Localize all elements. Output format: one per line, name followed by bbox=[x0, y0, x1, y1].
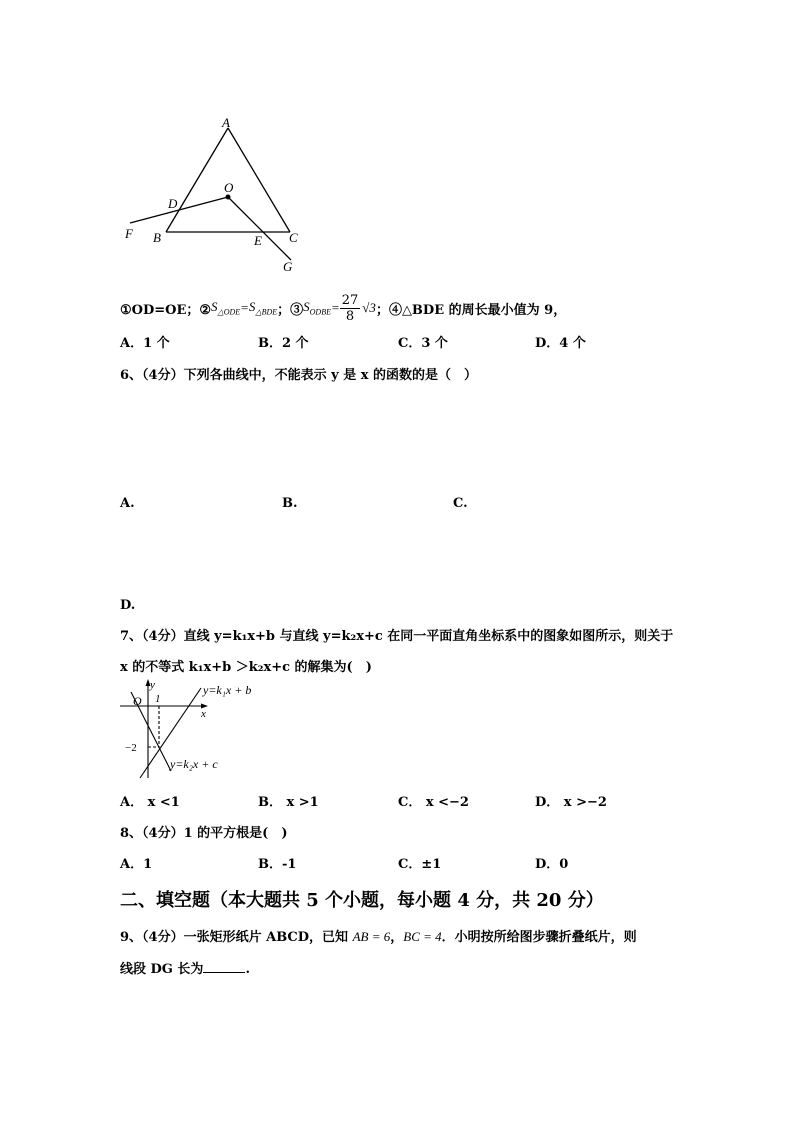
q8-option-d[interactable]: D．0 bbox=[535, 857, 569, 872]
q5-option-d[interactable]: D．4 个 bbox=[535, 336, 586, 351]
label-d: D bbox=[168, 196, 178, 211]
q6-option-a[interactable]: A. bbox=[120, 496, 135, 511]
q7-option-d[interactable]: D． x >−2 bbox=[535, 795, 607, 810]
statement-1: ①OD=OE；② bbox=[120, 302, 212, 318]
q9-prefix: 9、（4分）一张矩形纸片 ABCD，已知 bbox=[120, 930, 353, 945]
q8-stem: 8、（4分）1 的平方根是( ) bbox=[120, 826, 288, 841]
label-e: E bbox=[254, 233, 262, 248]
q7-option-a[interactable]: A． x <1 bbox=[120, 795, 180, 810]
q9-line2 bbox=[120, 958, 250, 977]
q9-sep: ， bbox=[390, 930, 404, 945]
line2-label: y=k₂x + c bbox=[170, 757, 218, 771]
label-o: O bbox=[224, 180, 234, 195]
q7-stem-line2: x 的不等式 k₁x+b ＞k₂x+c 的解集为( ) bbox=[120, 660, 372, 675]
q8-option-c[interactable]: C．±1 bbox=[398, 857, 442, 872]
graph-tick-1: 1 bbox=[155, 693, 161, 705]
statement-3-prefix: ；③ bbox=[277, 302, 304, 318]
line1-label: y=k₁x + b bbox=[203, 683, 252, 697]
graph-y-label: y bbox=[150, 679, 155, 691]
label-b: B bbox=[153, 230, 161, 245]
q7-line-graph bbox=[118, 676, 278, 780]
q9-ab: AB = 6 bbox=[352, 929, 391, 944]
q5-option-a[interactable]: A．1 个 bbox=[120, 336, 170, 351]
q8-option-a[interactable]: A．1 bbox=[120, 857, 153, 872]
q8-option-b[interactable]: B．-1 bbox=[258, 857, 297, 872]
q6-option-c[interactable]: C. bbox=[453, 496, 468, 511]
fraction-27-8: $\frac{27}{8}$ bbox=[341, 292, 359, 324]
s-area-3: $S_{ODBE}$ bbox=[303, 299, 331, 317]
q6-option-d[interactable]: D. bbox=[120, 598, 136, 613]
q5-statements bbox=[120, 288, 566, 328]
sqrt-3: √3 bbox=[362, 300, 376, 315]
q6-stem: 6、（4分）下列各曲线中，不能表示 y 是 x 的函数的是（ ） bbox=[120, 368, 477, 383]
label-g: G bbox=[283, 259, 293, 274]
q9-suffix: ．小明按所给图步骤折叠纸片，则 bbox=[441, 930, 637, 945]
q5-option-b[interactable]: B．2 个 bbox=[258, 336, 309, 351]
q9-line2-suffix: . bbox=[245, 962, 250, 977]
answer-blank[interactable] bbox=[203, 960, 245, 973]
section-heading: 二、填空题（本大题共 5 个小题，每小题 4 分，共 20 分） bbox=[120, 890, 604, 911]
q7-stem-line1: 7、（4分）直线 y=k₁x+b 与直线 y=k₂x+c 在同一平面直角坐标系中的图象如图所示，则关于 bbox=[120, 629, 674, 644]
s-area-1: $S_{\triangle ODE}$ bbox=[211, 299, 241, 317]
q7-option-b[interactable]: B． x >1 bbox=[258, 795, 319, 810]
statement-4: ；④△BDE 的周长最小值为 9， bbox=[375, 302, 567, 318]
q6-option-b[interactable]: B. bbox=[282, 496, 298, 511]
equals-1: = bbox=[240, 300, 249, 315]
label-f: F bbox=[125, 226, 133, 241]
graph-tick-neg2: −2 bbox=[125, 742, 137, 754]
q9-line2-prefix: 线段 DG 长为 bbox=[120, 962, 204, 977]
q5-triangle-figure bbox=[118, 112, 318, 277]
label-c: C bbox=[289, 230, 298, 245]
graph-x-label: x bbox=[201, 708, 206, 720]
q7-option-c[interactable]: C． x <−2 bbox=[398, 795, 469, 810]
graph-origin-label: O bbox=[133, 694, 142, 708]
point-o-dot bbox=[226, 195, 231, 200]
q5-option-c[interactable]: C．3 个 bbox=[398, 336, 448, 351]
q9-line1 bbox=[120, 926, 637, 945]
label-a: A bbox=[222, 115, 230, 130]
s-area-2: $S_{\triangle BDE}$ bbox=[248, 299, 278, 317]
equals-2: = bbox=[330, 300, 340, 315]
q9-bc: BC = 4 bbox=[403, 929, 442, 944]
